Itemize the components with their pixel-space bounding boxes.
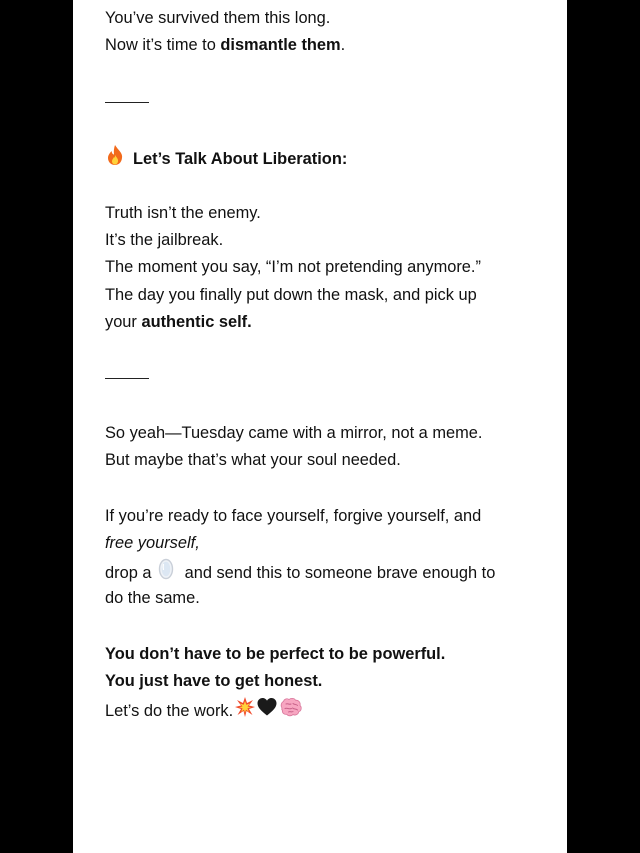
line-dismantle: dismantle them xyxy=(220,36,341,54)
line-soul: But maybe that’s what your soul needed. xyxy=(105,451,401,469)
line-free-yourself: free yourself, xyxy=(105,534,200,552)
line-survived: You’ve survived them this long. xyxy=(105,9,331,27)
line-perfect: You don’t have to be perfect to be powerful. xyxy=(105,645,446,663)
text-line xyxy=(105,530,200,557)
line-send: and send this to someone brave enough to xyxy=(180,563,496,582)
text-line xyxy=(105,696,303,723)
line-same: do the same. xyxy=(105,589,200,607)
heading-liberation: Let’s Talk About Liberation: xyxy=(133,149,348,168)
line-period: . xyxy=(340,36,346,54)
line-jailbreak: It’s the jailbreak. xyxy=(105,231,224,249)
line-tuesday: So yeah—Tuesday came with a mirror, not a meme. xyxy=(105,424,483,442)
line-authentic-self: authentic self. xyxy=(141,313,252,331)
brain-icon xyxy=(279,696,303,727)
section-divider xyxy=(105,378,149,379)
line-moment: The moment you say, “I’m not pretending anymore.” xyxy=(105,258,481,276)
text-line xyxy=(105,447,401,474)
line-truth: Truth isn’t the enemy. xyxy=(105,204,261,222)
text-line xyxy=(105,5,330,32)
fire-icon xyxy=(105,144,125,175)
post-page xyxy=(73,0,567,853)
section-heading xyxy=(105,144,347,171)
text-line xyxy=(105,503,481,530)
line-your: your xyxy=(105,313,142,331)
text-line xyxy=(105,420,482,447)
line-ready: If you’re ready to face yourself, forgive yourself, and xyxy=(105,507,482,525)
black-heart-icon xyxy=(256,696,278,727)
line-mask: The day you finally put down the mask, and pick up xyxy=(105,286,477,304)
collision-icon xyxy=(234,696,256,727)
text-line xyxy=(105,254,481,281)
text-line xyxy=(105,32,345,59)
text-line xyxy=(105,585,200,612)
text-line xyxy=(105,309,252,336)
line-time-prefix: Now it’s time to xyxy=(105,36,221,54)
text-line xyxy=(105,200,261,227)
line-drop: drop a xyxy=(105,563,157,582)
text-line xyxy=(105,282,477,309)
text-line xyxy=(105,641,445,668)
section-divider xyxy=(105,102,149,103)
text-line xyxy=(105,558,495,585)
line-work: Let’s do the work. xyxy=(105,701,234,720)
text-line xyxy=(105,668,322,695)
line-honest: You just have to get honest. xyxy=(105,672,323,690)
text-line xyxy=(105,227,223,254)
